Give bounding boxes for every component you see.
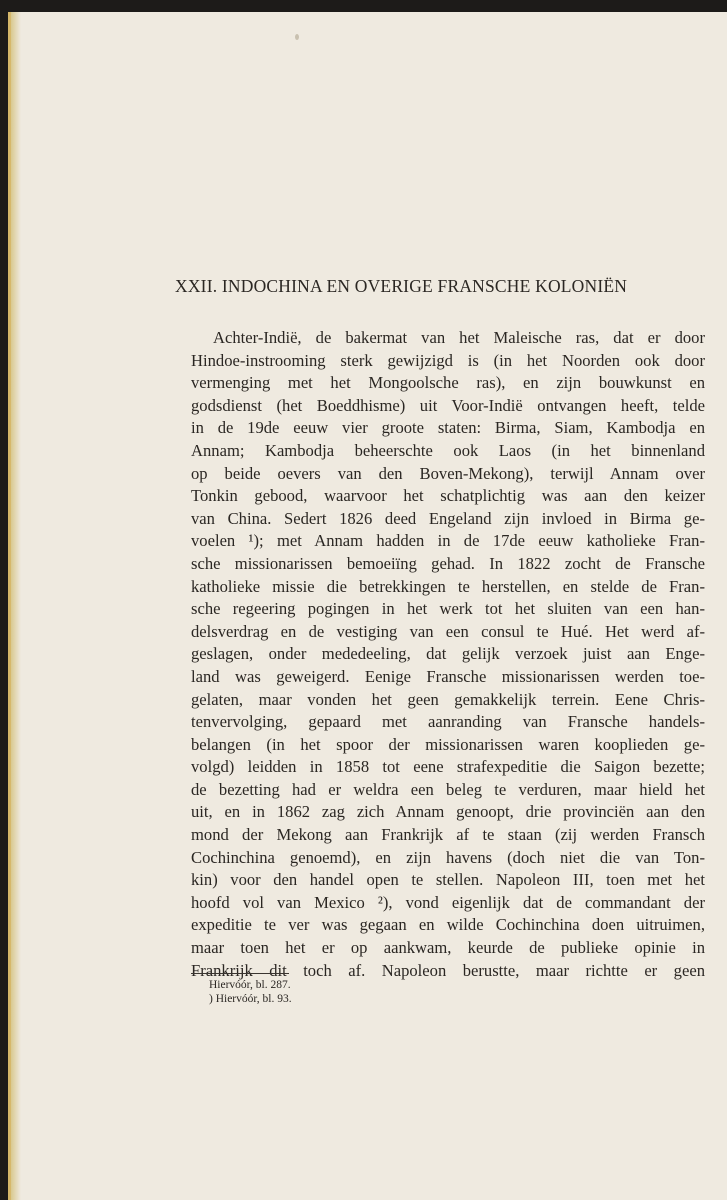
- body-line: hoofd vol van Mexico ²), vond eigenlijk dat de commandant der: [191, 892, 705, 912]
- body-line: delsverdrag en de vestiging van een consul te Hué. Het werd af-: [191, 621, 705, 641]
- body-line: Annam; Kambodja beheerschte ook Laos (in het binnenland: [191, 440, 705, 460]
- body-line: kin) voor den handel open te stellen. Napoleon III, toen met het: [191, 870, 705, 890]
- body-line: godsdienst (het Boeddhisme) uit Voor-Indië ontvangen heeft, telde: [191, 395, 705, 415]
- body-text: [191, 327, 705, 982]
- paper-speck: [295, 34, 299, 40]
- body-line: Tonkin gebood, waarvoor het schatplichtig was aan den keizer: [191, 486, 705, 506]
- body-line: sche missionarissen bemoeiïng gehad. In 1822 zocht de Fransche: [191, 553, 705, 573]
- page-spine-edge: [11, 12, 21, 1200]
- body-line: Hindoe-instrooming sterk gewijzigd is (in het Noorden ook door: [191, 350, 705, 370]
- body-line: op beide oevers van den Boven-Mekong), terwijl Annam over: [191, 463, 705, 483]
- body-line: land was geweigerd. Eenige Fransche missionarissen werden toe-: [191, 666, 705, 686]
- body-line: vermenging met het Mongoolsche ras), en zijn bouwkunst en: [191, 373, 705, 393]
- footnotes: [209, 978, 292, 1006]
- body-line: Cochinchina genoemd), en zijn havens (doch niet die van Ton-: [191, 847, 705, 867]
- body-line: van China. Sedert 1826 deed Engeland zijn invloed in Birma ge-: [191, 508, 705, 528]
- body-line: gelaten, maar vonden het geen gemakkelijk terrein. Eene Chris-: [191, 689, 705, 709]
- body-line: in de 19de eeuw vier groote staten: Birma, Siam, Kambodja en: [191, 418, 705, 438]
- body-line: mond der Mekong aan Frankrijk af te staan (zij werden Fransch: [191, 825, 705, 845]
- body-line: katholieke missie die betrekkingen te herstellen, en stelde de Fran-: [191, 576, 705, 596]
- book-page: [8, 12, 727, 1200]
- body-line: de bezetting had er weldra een beleg te verduren, maar hield het: [191, 779, 705, 799]
- body-line: belangen (in het spoor der missionarissen waren kooplieden ge-: [191, 734, 705, 754]
- body-line: volgd) leidden in 1858 tot eene strafexpeditie die Saigon bezette;: [191, 757, 705, 777]
- body-line: sche regeering pogingen in het werk tot het sluiten van een han-: [191, 599, 705, 619]
- body-line: tenvervolging, gepaard met aanranding van Fransche handels-: [191, 712, 705, 732]
- footnote-1: Hiervóór, bl. 287.: [209, 979, 291, 991]
- footnote-rule: [191, 973, 289, 974]
- chapter-title: XXII. INDOCHINA EN OVERIGE FRANSCHE KOLONIËN: [175, 276, 628, 296]
- body-line: geslagen, onder mededeeling, dat gelijk verzoek juist aan Enge-: [191, 644, 705, 664]
- body-line: voelen ¹); met Annam hadden in de 17de eeuw katholieke Fran-: [191, 531, 705, 551]
- body-line: uit, en in 1862 zag zich Annam genoopt, drie provinciën aan den: [191, 802, 705, 822]
- body-line: Frankrijk dit toch af. Napoleon berustte, maar richtte er geen: [191, 960, 705, 980]
- body-line: maar toen het er op aankwam, keurde de publieke opinie in: [191, 938, 705, 958]
- body-line: expeditie te ver was gegaan en wilde Cochinchina doen uitruimen,: [191, 915, 705, 935]
- body-line: Achter-Indië, de bakermat van het Maleische ras, dat er door: [213, 328, 705, 347]
- footnote-2: ) Hiervóór, bl. 93.: [209, 993, 292, 1005]
